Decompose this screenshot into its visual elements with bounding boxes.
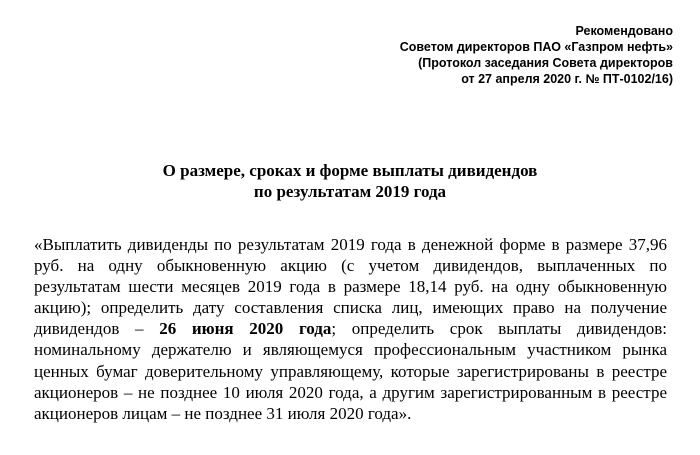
resolution-paragraph <box>34 234 667 424</box>
title-line-2: по результатам 2019 года <box>253 182 447 201</box>
record-date: 26 июня 2020 года <box>159 319 332 339</box>
approval-line-protocol: (Протокол заседания Совета директоров <box>418 56 673 70</box>
approval-line-date: от 27 апреля 2020 г. № ПТ-0102/16) <box>461 72 673 86</box>
approval-line-board: Советом директоров ПАО «Газпром нефть» <box>399 40 673 54</box>
document-title <box>0 160 700 202</box>
approval-block <box>400 23 673 87</box>
resolution-text-part-2: ; определить срок выплаты дивидендов: номинальному держателю и являющемуся профессиональным участником рынка ценных бумаг доверительному управляющему, которые зарегистрированы в реестре акционеров – не позднее 10 июля 2020 года, а другим зарегистрированным в реестре акционеров лицам – не позднее 31 июля 2020 года». <box>34 319 667 423</box>
resolution-text-part-1: «Выплатить дивиденды по результатам 2019 года в денежной форме в размере 37,96 руб. на одну обыкновенную акцию (с учетом дивидендов, выплаченных по результатам шести месяцев 2019 года в размере 18,14 руб. на одну обыкновенную акцию); определить дату составления списка лиц, имеющих право на получение дивидендов – <box>34 235 667 339</box>
title-line-1: О размере, сроках и форме выплаты дивидендов <box>162 161 538 180</box>
approval-line-recommended: Рекомендовано <box>575 24 673 38</box>
